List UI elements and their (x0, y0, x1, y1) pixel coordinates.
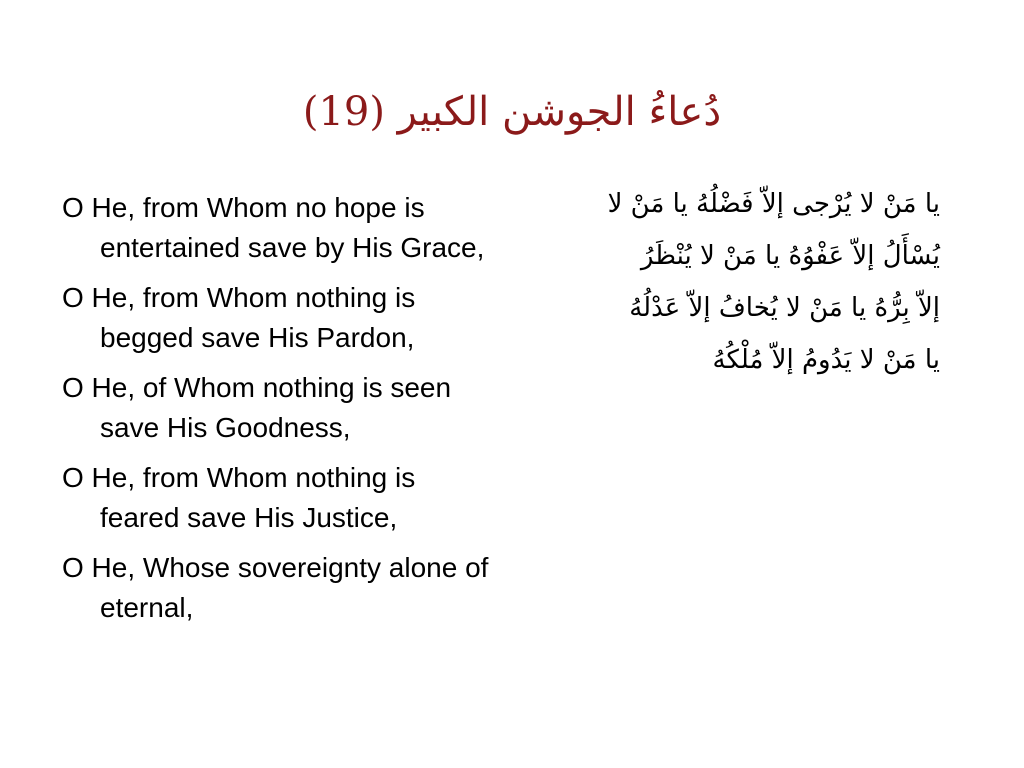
arabic-line-1: يا مَنْ لا يُرْجى إلاّ فَضْلُهُ يا مَنْ لا (607, 189, 940, 219)
english-line-4: O He, from Whom nothing is feared save His Justice, (62, 462, 416, 533)
english-line-5: O He, Whose sovereignty alone of eternal, (62, 552, 489, 623)
english-line-2: O He, from Whom nothing is begged save His Pardon, (62, 282, 416, 353)
arabic-line-3: إلاّ بِرُّهُ يا مَنْ لا يُخافُ إلاّ عَدْلُهُ (629, 293, 940, 323)
english-line-1: O He, from Whom no hope is entertained save by His Grace, (62, 192, 485, 263)
english-line-3: O He, of Whom nothing is seen save His Goodness, (62, 372, 452, 443)
arabic-line-2: يُسْأَلُ إلاّ عَفْوُهُ يا مَنْ لا يُنْظَرُ (640, 241, 940, 271)
arabic-line-4: يا مَنْ لا يَدُومُ إلاّ مُلْكُهُ (712, 345, 940, 375)
arabic-text-block (520, 178, 940, 386)
english-text-block (62, 188, 502, 638)
slide-title: دُعاءُ الجوشن الكبير (19) (302, 89, 722, 135)
